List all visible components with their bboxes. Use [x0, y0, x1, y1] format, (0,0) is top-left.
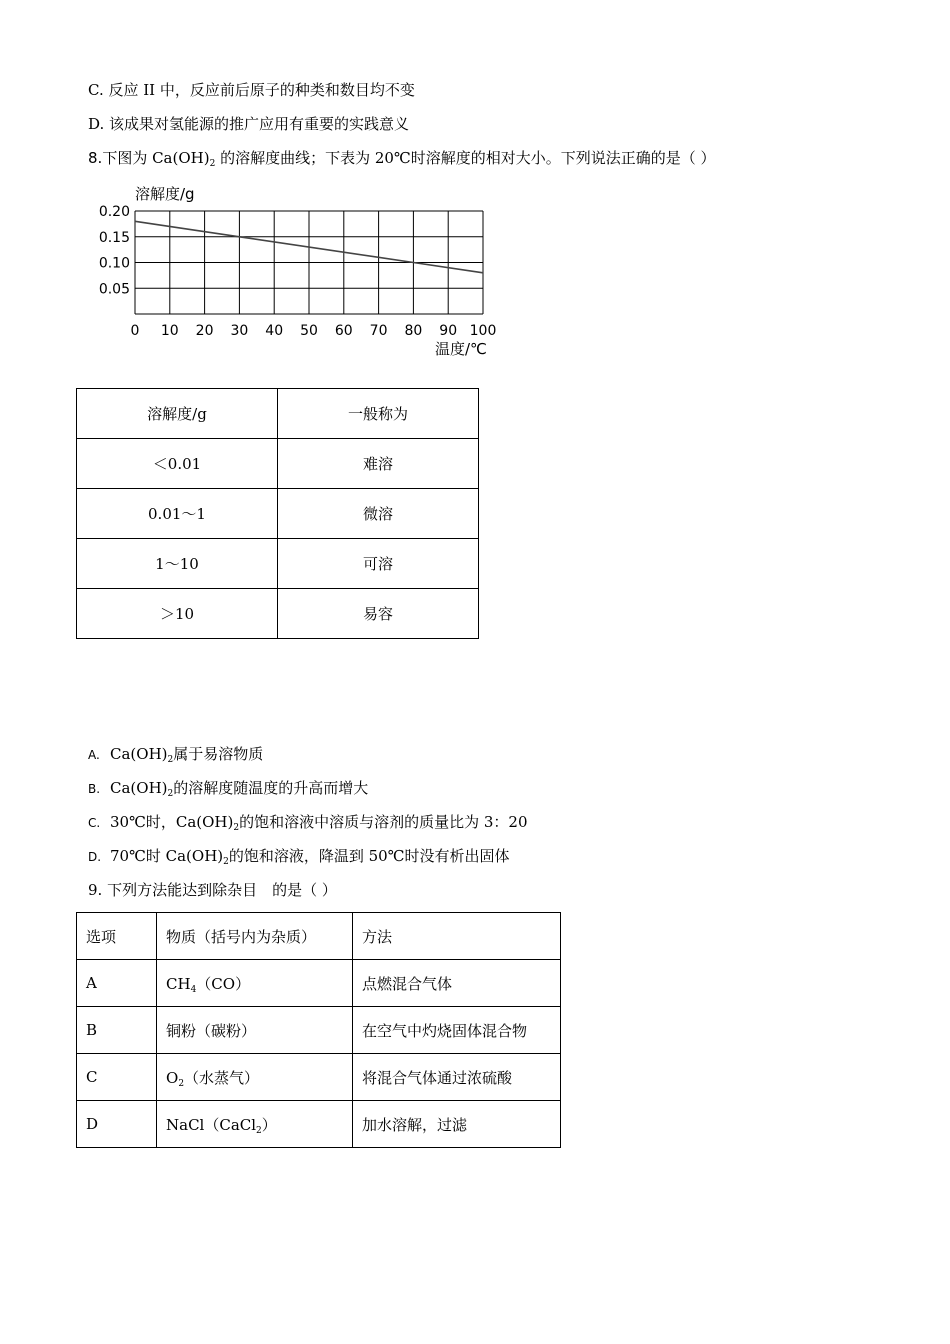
question-number: 8.	[88, 149, 103, 167]
header-cell: 选项	[77, 913, 157, 960]
previous-option-d: D. 该成果对氢能源的推广应用有重要的实践意义	[88, 115, 410, 133]
substance-cell: $CH_4(CO)$	[157, 960, 353, 1007]
x-tick-label: 30	[230, 323, 249, 339]
y-tick-label: 0.15	[98, 229, 130, 246]
table-header-row	[77, 389, 479, 439]
table-row	[77, 1007, 561, 1054]
table-cell: ＞10	[77, 589, 278, 639]
header-cell: 一般称为	[278, 389, 479, 439]
y-tick-label: 0.20	[98, 204, 130, 220]
y-axis-ticks	[99, 204, 130, 297]
question-9-stem: 9. 下列方法能达到除杂目 的是（ ）	[88, 881, 337, 899]
header-cell: 物质（括号内为杂质）	[157, 913, 353, 960]
option-cell: D	[77, 1101, 157, 1148]
substance-cell: NaCl（CaCl$_2$）	[157, 1101, 353, 1148]
option-d: D. 70℃时 $Ca(OH)_2$的饱和溶液，降温到 50℃时没有析出固体	[88, 847, 510, 867]
table-row	[77, 539, 479, 589]
x-tick-label: 100	[469, 323, 497, 339]
table-row	[77, 960, 561, 1007]
substance-cell: $O_2$（水蒸气）	[157, 1054, 353, 1101]
previous-option-c: C. 反应 II 中，反应前后原子的种类和数目均不变	[88, 81, 415, 99]
table-cell: 可溶	[278, 539, 479, 589]
option-b: B. $Ca(OH)_2$的溶解度随温度的升高而增大	[88, 779, 369, 799]
table-header-row	[77, 913, 561, 960]
option-cell: C	[77, 1054, 157, 1101]
option-cell: A	[77, 960, 157, 1007]
x-axis-ticks	[131, 323, 497, 339]
table-cell: 1～10	[77, 539, 278, 589]
method-cell: 在空气中灼烧固体混合物	[353, 1007, 561, 1054]
option-cell: B	[77, 1007, 157, 1054]
chart-grid	[135, 211, 483, 314]
solubility-chart	[92, 180, 512, 360]
x-tick-label: 60	[334, 323, 353, 339]
x-tick-label: 40	[265, 323, 284, 339]
table-cell: 易容	[278, 589, 479, 639]
y-tick-label: 0.10	[98, 255, 130, 272]
table-cell: 难溶	[278, 439, 479, 489]
option-c: C. 30℃时，$Ca(OH)_2$的饱和溶液中溶质与溶剂的质量比为 3：20	[88, 813, 528, 833]
x-axis-label: 温度/℃	[435, 340, 487, 358]
option-a: A. $Ca(OH)_2$属于易溶物质	[88, 745, 264, 765]
substance-cell: 铜粉（碳粉）	[157, 1007, 353, 1054]
table-row	[77, 589, 479, 639]
method-cell: 点燃混合气体	[353, 960, 561, 1007]
impurity-removal-table	[76, 912, 561, 1148]
header-cell: 溶解度/g	[77, 389, 278, 439]
header-cell: 方法	[353, 913, 561, 960]
table-cell: ＜0.01	[77, 439, 278, 489]
x-tick-label: 70	[369, 323, 388, 339]
table-row	[77, 439, 479, 489]
table-cell: 0.01～1	[77, 489, 278, 539]
x-tick-label: 20	[195, 323, 214, 339]
table-cell: 微溶	[278, 489, 479, 539]
table-row	[77, 489, 479, 539]
x-tick-label: 90	[439, 323, 458, 339]
y-tick-label: 0.05	[98, 281, 130, 298]
method-cell: 加水溶解，过滤	[353, 1101, 561, 1148]
method-cell: 将混合气体通过浓硫酸	[353, 1054, 561, 1101]
y-axis-label: 溶解度/g	[135, 185, 195, 203]
x-tick-label: 0	[130, 323, 140, 339]
x-tick-label: 80	[404, 323, 423, 339]
x-tick-label: 50	[300, 323, 318, 339]
question-8-stem: 8.下图为 $Ca(OH)_2$ 的溶解度曲线；下表为 20℃时溶解度的相对大小。下列说法正确的是（ ）	[88, 149, 716, 169]
solubility-classification-table	[76, 388, 479, 639]
x-tick-label: 10	[160, 323, 179, 339]
table-row	[77, 1101, 561, 1148]
table-row	[77, 1054, 561, 1101]
